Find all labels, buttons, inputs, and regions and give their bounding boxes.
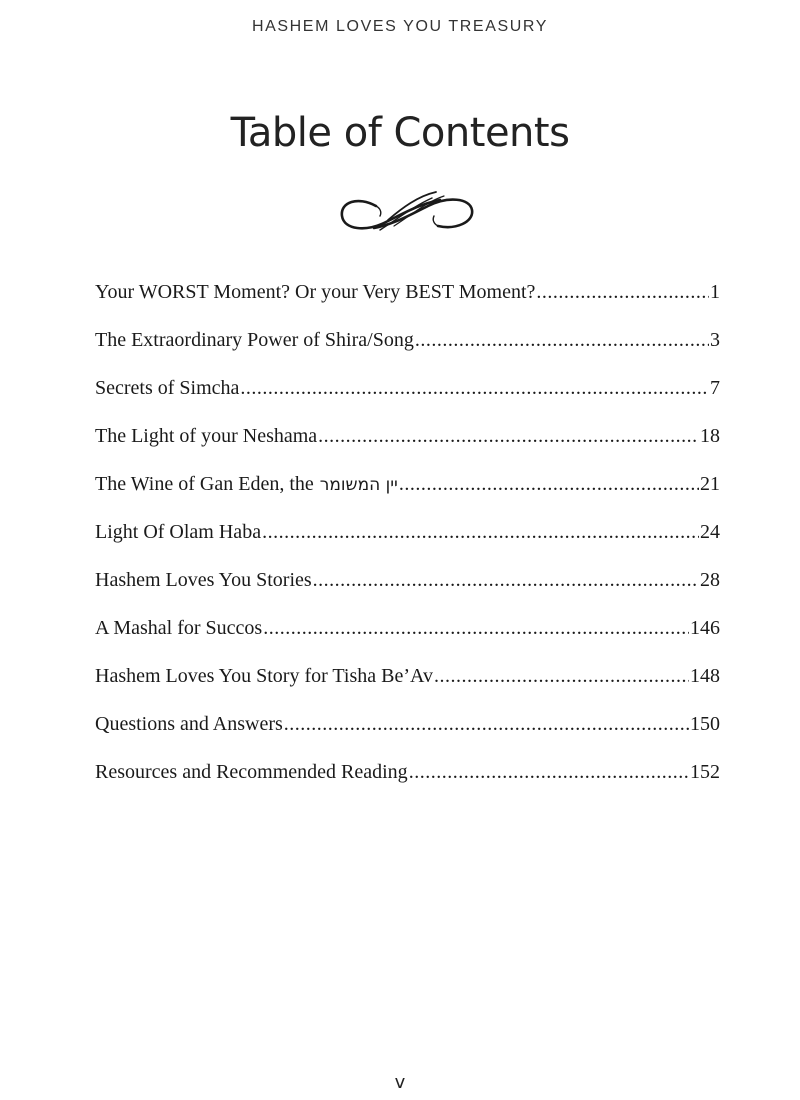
toc-entry[interactable]	[95, 467, 720, 515]
toc-entry[interactable]	[95, 611, 720, 659]
toc-entry[interactable]	[95, 323, 720, 371]
dot-leader	[240, 371, 709, 405]
toc-entry-page: 21	[700, 473, 720, 495]
dot-leader	[263, 611, 689, 645]
toc-entry-page: 18	[700, 425, 720, 447]
dot-leader	[434, 659, 689, 693]
toc-entry-title: A Mashal for Succos	[95, 617, 263, 639]
page-number: v	[394, 1072, 406, 1093]
dot-leader	[536, 275, 709, 309]
toc-entry-page: 150	[690, 713, 720, 735]
toc-entry-page: 28	[700, 569, 720, 591]
toc-entry-title: Resources and Recommended Reading	[95, 761, 408, 783]
toc-entry-page: 24	[700, 521, 720, 543]
dot-leader	[399, 467, 699, 501]
running-header: HASHEM LOVES YOU TREASURY	[251, 18, 549, 35]
toc-entry[interactable]	[95, 419, 720, 467]
toc-entry-title: Questions and Answers	[95, 713, 283, 735]
toc-entry[interactable]	[95, 659, 720, 707]
toc-entry[interactable]	[95, 275, 720, 323]
toc-entry-page: 148	[690, 665, 720, 687]
toc-entry-page: 3	[710, 329, 720, 351]
dot-leader	[318, 419, 699, 453]
toc-entry-hebrew: יין המשומר	[319, 475, 398, 495]
toc-entry-title: Hashem Loves You Story for Tisha Be’Av	[95, 665, 433, 687]
toc-entry-title: Light Of Olam Haba	[95, 521, 262, 543]
toc-entry[interactable]	[95, 371, 720, 419]
toc-entry-page: 146	[690, 617, 720, 639]
table-of-contents	[95, 275, 720, 803]
toc-entry[interactable]	[95, 563, 720, 611]
dot-leader	[313, 563, 699, 597]
toc-entry-title: Your WORST Moment? Or your Very BEST Moment?	[95, 281, 536, 303]
toc-entry-page: 7	[710, 377, 720, 399]
toc-entry[interactable]	[95, 515, 720, 563]
dot-leader	[284, 707, 689, 741]
toc-entry-page: 1	[710, 281, 720, 303]
toc-entry-title: The Extraordinary Power of Shira/Song	[95, 329, 414, 351]
toc-entry[interactable]	[95, 707, 720, 755]
toc-entry-page: 152	[690, 761, 720, 783]
dot-leader	[415, 323, 709, 357]
flourish-ornament-icon	[336, 186, 478, 240]
toc-entry-title: The Light of your Neshama	[95, 425, 318, 447]
toc-entry[interactable]	[95, 755, 720, 803]
toc-entry-title: Secrets of Simcha	[95, 377, 240, 399]
dot-leader	[409, 755, 689, 789]
toc-entry-title: Hashem Loves You Stories	[95, 569, 312, 591]
dot-leader	[262, 515, 699, 549]
toc-entry-title: The Wine of Gan Eden, the	[95, 473, 314, 495]
page-title: Table of Contents	[230, 110, 570, 156]
